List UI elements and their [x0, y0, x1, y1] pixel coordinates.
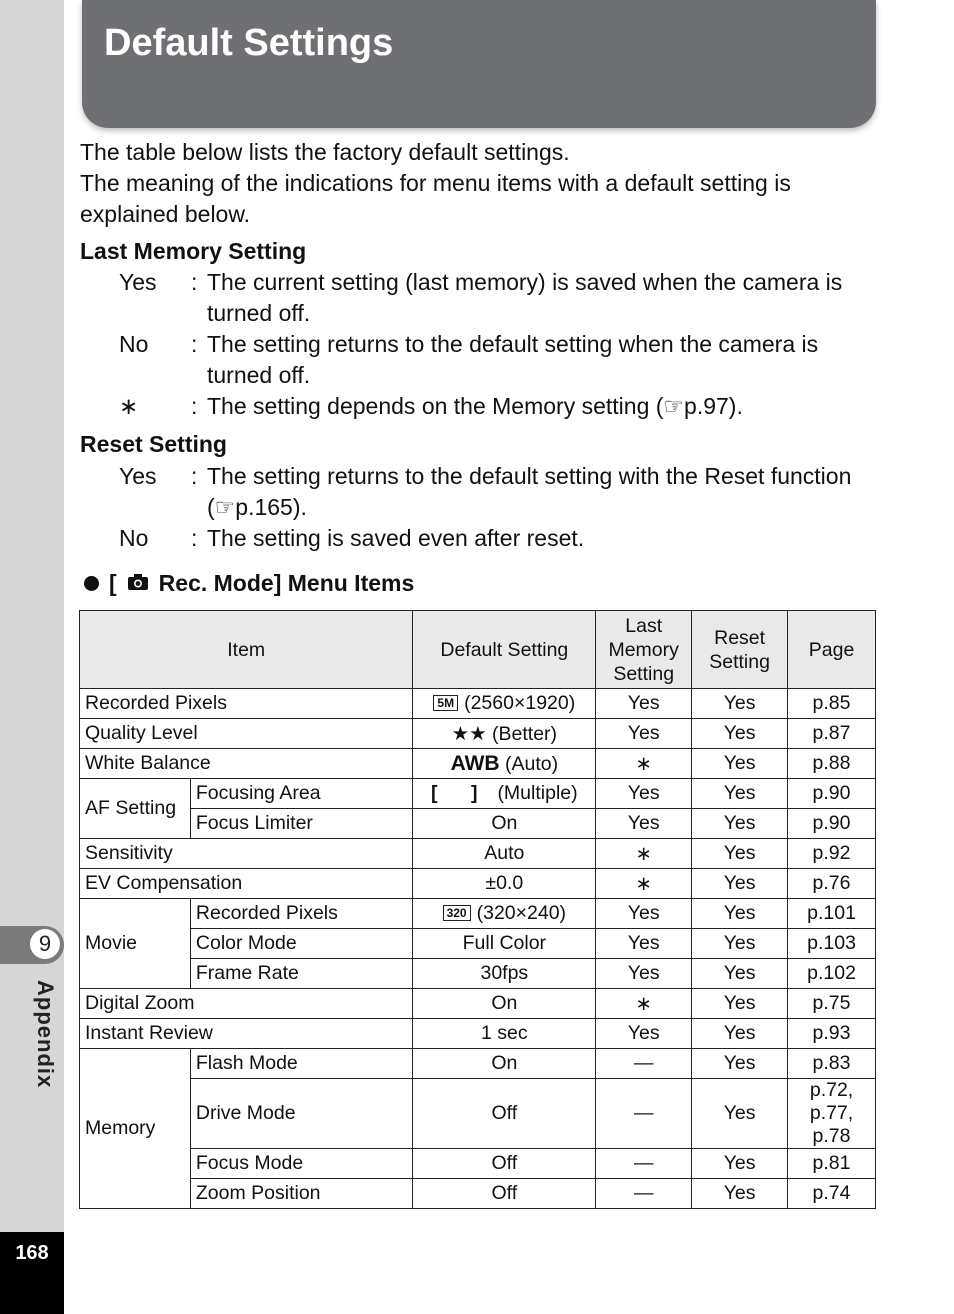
- quality-stars-icon: ★★: [451, 722, 487, 745]
- table-row: [80, 689, 876, 719]
- row-last-memory: Yes: [596, 1019, 692, 1049]
- row-item: Drive Mode: [190, 1079, 413, 1149]
- resolution-320-icon: 320: [443, 905, 471, 921]
- row-page: p.101: [788, 899, 876, 929]
- table-row: [80, 749, 876, 779]
- bullet-icon: [84, 576, 99, 591]
- row-last-memory: ∗: [596, 869, 692, 899]
- row-default: On: [413, 1049, 596, 1079]
- table-row: [80, 959, 876, 989]
- table-row: [80, 1149, 876, 1179]
- resolution-5m-icon: 5M: [433, 695, 458, 711]
- row-default: [413, 749, 596, 779]
- row-reset: Yes: [692, 869, 788, 899]
- row-default: ±0.0: [413, 869, 596, 899]
- header-item: Item: [80, 611, 413, 689]
- row-default: 1 sec: [413, 1019, 596, 1049]
- heading-text: Rec. Mode] Menu Items: [158, 570, 415, 596]
- row-reset: Yes: [692, 1179, 788, 1209]
- group-movie: Movie: [80, 899, 191, 989]
- definition-text: The setting returns to the default setting with the Reset function (☞p.165).: [207, 463, 852, 520]
- row-reset: Yes: [692, 749, 788, 779]
- chapter-label: Appendix: [33, 980, 58, 1089]
- row-item: Sensitivity: [80, 839, 413, 869]
- row-page: p.74: [788, 1179, 876, 1209]
- row-page: p.88: [788, 749, 876, 779]
- row-default: Auto: [413, 839, 596, 869]
- table-row: [80, 929, 876, 959]
- default-value: (2560×1920): [464, 692, 576, 714]
- row-item: Instant Review: [80, 1019, 413, 1049]
- definition-text: The setting depends on the Memory setting (☞p.97).: [207, 393, 743, 419]
- row-item: Digital Zoom: [80, 989, 413, 1019]
- definition-key: Yes: [119, 463, 157, 489]
- row-last-memory: —: [596, 1179, 692, 1209]
- page-title: Default Settings: [104, 22, 394, 64]
- definition-key: No: [119, 525, 149, 551]
- row-page: p.72, p.77, p.78: [788, 1079, 876, 1149]
- group-memory: Memory: [80, 1049, 191, 1209]
- intro-text: [80, 137, 880, 230]
- table-row: [80, 839, 876, 869]
- table-row: [80, 1019, 876, 1049]
- header-default: Default Setting: [413, 611, 596, 689]
- definition-colon: :: [191, 331, 198, 357]
- row-reset: Yes: [692, 899, 788, 929]
- table-row: [80, 779, 876, 809]
- multi-af-icon: [ ]: [431, 782, 492, 804]
- page-number: 168: [15, 1242, 49, 1264]
- row-reset: Yes: [692, 989, 788, 1019]
- rec-mode-heading: [84, 570, 414, 597]
- definition-colon: :: [191, 269, 198, 295]
- row-default: Full Color: [413, 929, 596, 959]
- default-value: (Better): [492, 722, 558, 745]
- table-header-row: [80, 611, 876, 689]
- definition-colon: :: [191, 393, 198, 419]
- sidebar-strip: [0, 0, 64, 1314]
- row-reset: Yes: [692, 809, 788, 839]
- heading-open-bracket: [: [109, 570, 117, 596]
- header-reset: Reset Setting: [692, 611, 788, 689]
- row-item: Zoom Position: [190, 1179, 413, 1209]
- row-default: On: [413, 989, 596, 1019]
- row-reset: Yes: [692, 929, 788, 959]
- default-value: (Multiple): [497, 782, 578, 804]
- row-page: p.83: [788, 1049, 876, 1079]
- row-page: p.87: [788, 719, 876, 749]
- table-row: [80, 989, 876, 1019]
- reset-title: Reset Setting: [80, 431, 227, 457]
- row-page: p.102: [788, 959, 876, 989]
- row-item: Focus Limiter: [190, 809, 413, 839]
- row-page: p.75: [788, 989, 876, 1019]
- row-default: On: [413, 809, 596, 839]
- camera-icon: [127, 570, 149, 597]
- row-reset: Yes: [692, 839, 788, 869]
- row-page: p.90: [788, 809, 876, 839]
- row-page: p.90: [788, 779, 876, 809]
- row-page: p.92: [788, 839, 876, 869]
- table-row: [80, 869, 876, 899]
- row-item: Color Mode: [190, 929, 413, 959]
- row-last-memory: ∗: [596, 749, 692, 779]
- row-reset: Yes: [692, 959, 788, 989]
- row-page: p.103: [788, 929, 876, 959]
- group-af-setting: AF Setting: [80, 779, 191, 839]
- row-default: Off: [413, 1179, 596, 1209]
- row-reset: Yes: [692, 1049, 788, 1079]
- row-reset: Yes: [692, 1019, 788, 1049]
- row-last-memory: Yes: [596, 779, 692, 809]
- last-memory-title: Last Memory Setting: [80, 238, 307, 264]
- row-reset: Yes: [692, 1149, 788, 1179]
- header-page: Page: [788, 611, 876, 689]
- intro-line-2: The meaning of the indications for menu items with a default setting is explained below.: [80, 170, 791, 227]
- row-item: Focusing Area: [190, 779, 413, 809]
- row-last-memory: —: [596, 1149, 692, 1179]
- row-last-memory: Yes: [596, 809, 692, 839]
- row-last-memory: Yes: [596, 959, 692, 989]
- default-value: (320×240): [476, 902, 567, 924]
- definition-key: No: [119, 331, 149, 357]
- table-row: [80, 1049, 876, 1079]
- row-last-memory: Yes: [596, 689, 692, 719]
- row-last-memory: —: [596, 1079, 692, 1149]
- row-item: Flash Mode: [190, 1049, 413, 1079]
- definition-text: The setting returns to the default setting when the camera is turned off.: [207, 331, 819, 388]
- table-row: [80, 899, 876, 929]
- table-row: [80, 1179, 876, 1209]
- row-last-memory: —: [596, 1049, 692, 1079]
- row-page: p.76: [788, 869, 876, 899]
- default-value: (Auto): [504, 752, 559, 775]
- row-default: [413, 719, 596, 749]
- definition-colon: :: [191, 463, 198, 489]
- definition-colon: :: [191, 525, 198, 551]
- row-last-memory: ∗: [596, 839, 692, 869]
- row-last-memory: ∗: [596, 989, 692, 1019]
- row-item: Frame Rate: [190, 959, 413, 989]
- row-item: Recorded Pixels: [190, 899, 413, 929]
- row-item: Recorded Pixels: [80, 689, 413, 719]
- default-settings-table: [79, 610, 876, 1209]
- chapter-number: 9: [30, 929, 60, 959]
- row-page: p.93: [788, 1019, 876, 1049]
- row-last-memory: Yes: [596, 899, 692, 929]
- awb-icon: AWB: [450, 751, 500, 775]
- row-page: p.85: [788, 689, 876, 719]
- row-reset: Yes: [692, 779, 788, 809]
- table-row: [80, 719, 876, 749]
- row-item: Focus Mode: [190, 1149, 413, 1179]
- row-default: [413, 689, 596, 719]
- definition-key: ∗: [119, 393, 139, 419]
- row-default: [413, 899, 596, 929]
- row-item: White Balance: [80, 749, 413, 779]
- row-item: EV Compensation: [80, 869, 413, 899]
- row-reset: Yes: [692, 719, 788, 749]
- row-reset: Yes: [692, 1079, 788, 1149]
- header-last-memory: Last Memory Setting: [596, 611, 692, 689]
- row-default: [413, 779, 596, 809]
- definition-text: The setting is saved even after reset.: [207, 525, 585, 551]
- row-default: 30fps: [413, 959, 596, 989]
- row-last-memory: Yes: [596, 719, 692, 749]
- table-row: [80, 809, 876, 839]
- row-default: Off: [413, 1149, 596, 1179]
- definition-key: Yes: [119, 269, 157, 295]
- table-row: [80, 1079, 876, 1149]
- row-last-memory: Yes: [596, 929, 692, 959]
- row-default: Off: [413, 1079, 596, 1149]
- definition-text: The current setting (last memory) is saved when the camera is turned off.: [207, 269, 843, 326]
- row-reset: Yes: [692, 689, 788, 719]
- row-item: Quality Level: [80, 719, 413, 749]
- intro-line-1: The table below lists the factory default settings.: [80, 139, 570, 165]
- row-page: p.81: [788, 1149, 876, 1179]
